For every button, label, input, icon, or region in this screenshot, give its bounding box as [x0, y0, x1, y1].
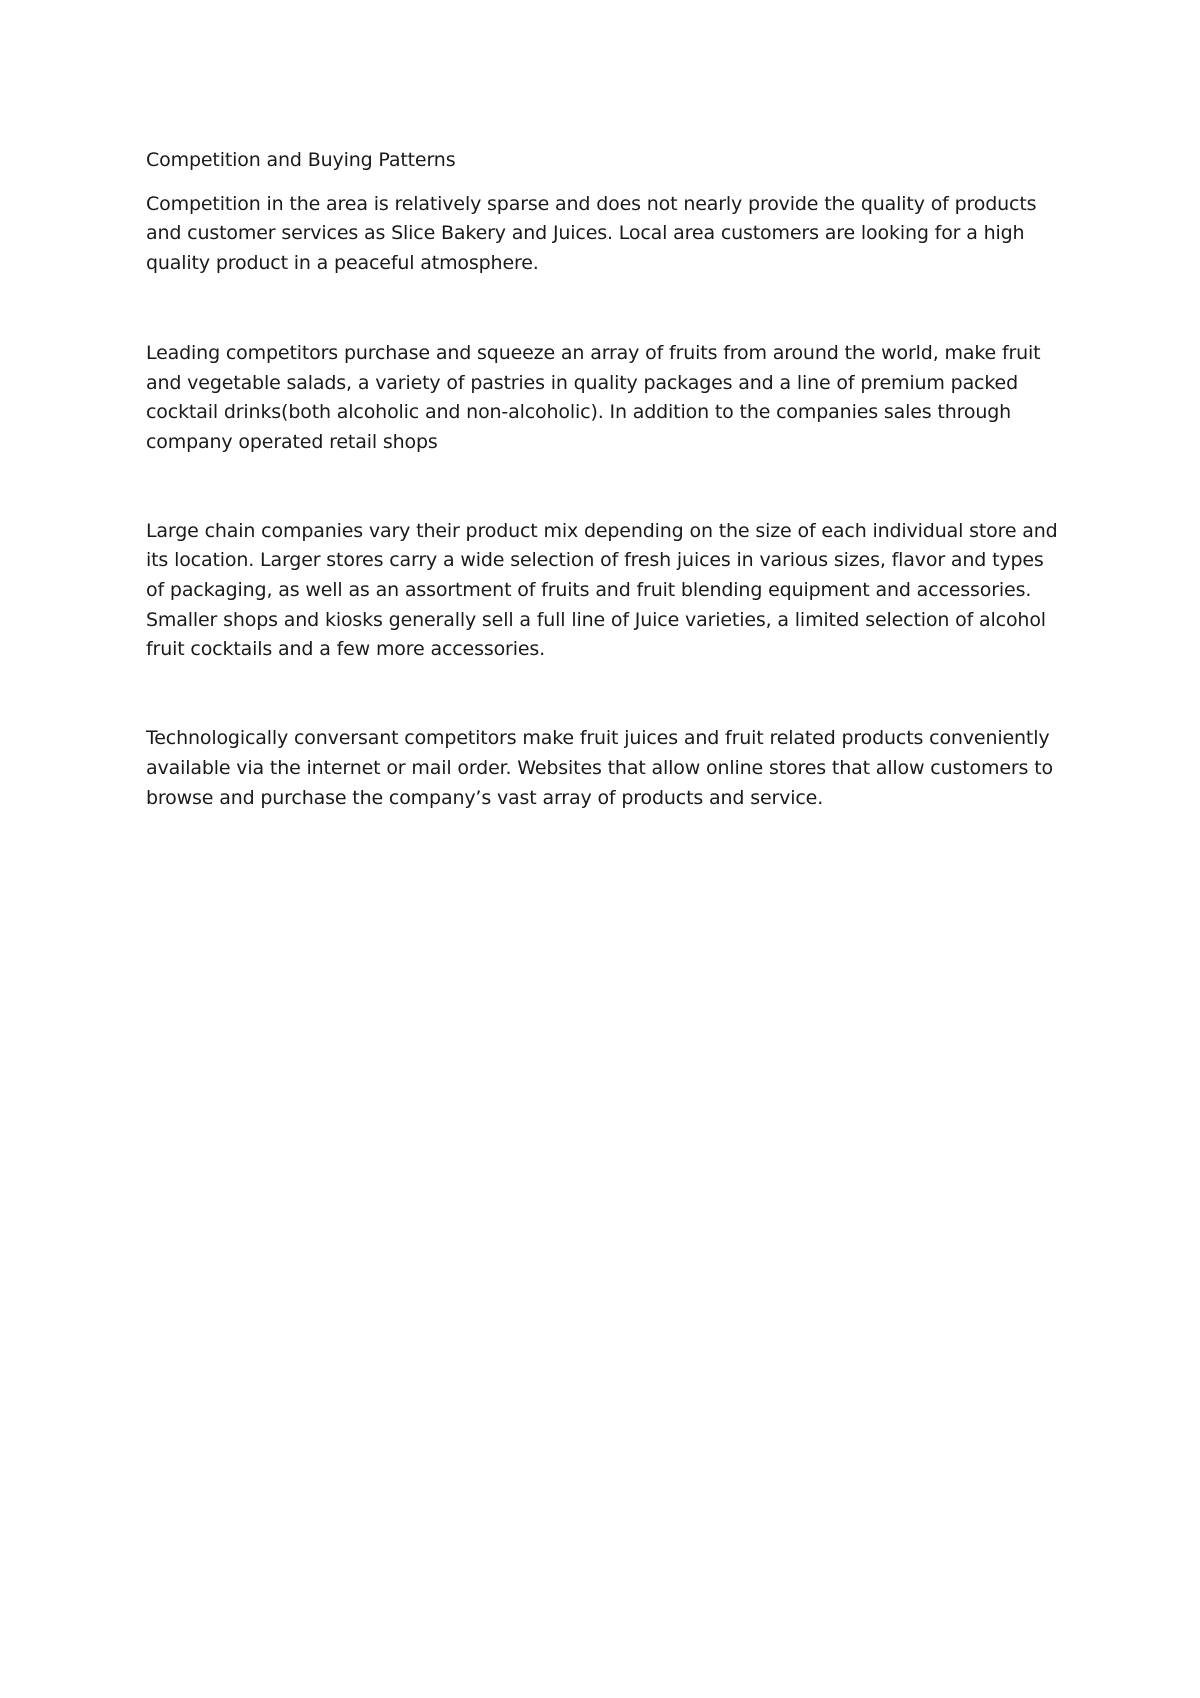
document-title: Competition and Buying Patterns: [146, 149, 456, 171]
paragraph-competition-overview: Competition in the area is relatively sparse and does not nearly provide the quality of products and customer services as Slice Bakery and Juices. Local area customers are looking for a high quality product in a peaceful atmosphere.: [146, 192, 1037, 275]
paragraph-leading-competitors: Leading competitors purchase and squeeze an array of fruits from around the world, make fruit and vegetable salads, a variety of pastries in quality packages and a line of premium packed cocktail drinks(both alcoholic and non-alcoholic). In addition to the companies sales through company operated retail shops: [146, 341, 1041, 453]
paragraph-technological-competitors: Technologically conversant competitors make fruit juices and fruit related products conveniently available via the internet or mail order. Websites that allow online stores that allow customers to browse and purchase the company’s vast array of products and service.: [146, 727, 1053, 809]
document-body: [146, 146, 1066, 872]
paragraph-large-chain-companies: Large chain companies vary their product mix depending on the size of each individual store and its location. Larger stores carry a wide selection of fresh juices in various sizes, flavor and types of packaging, as well as an assortment of fruits and fruit blending equipment and accessories. Smaller shops and kiosks generally sell a full line of Juice varieties, a limited selection of alcohol fruit cocktails and a few more accessories.: [146, 519, 1058, 661]
